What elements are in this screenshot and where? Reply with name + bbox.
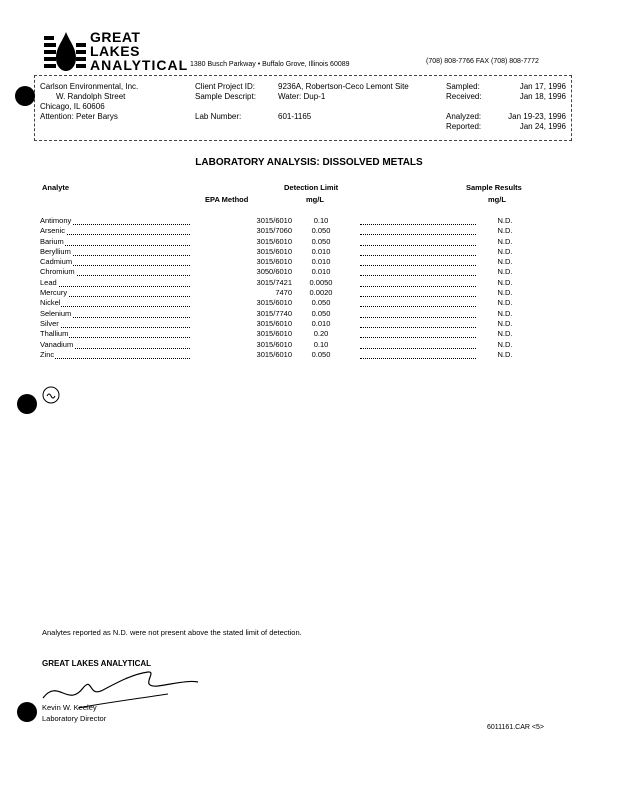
results-table [40,216,580,360]
detection-limit: 0.0020 [309,288,333,298]
lab-address: 1380 Busch Parkway • Buffalo Grove, Illinois 60089 [190,61,350,68]
table-row [40,329,580,339]
table-row [40,319,580,329]
epa-method-header: EPA Method [205,195,249,204]
detection-limit: 0.10 [313,216,329,225]
analyte-name: Cadmium [40,257,73,267]
sample-result: N.D. [497,246,513,256]
table-row [40,257,580,267]
table-row [40,288,580,298]
detection-limit: 0.010 [311,318,331,328]
footnote: Analytes reported as N.D. were not present above the stated limit of detection. [42,628,302,637]
analyte-header: Analyte [42,183,70,192]
sample-result: N.D. [497,267,513,277]
table-row [40,237,580,247]
detection-limit: 0.050 [311,236,331,246]
epa-method: 3015/6010 [256,236,292,246]
sample-result: N.D. [497,318,513,328]
table-row [40,278,580,288]
analyte-name: Beryllium [40,246,71,256]
date-values: Jan 17, 1996 Jan 18, 1996 Jan 19-23, 1996 Jan 24, 1996 [508,82,566,131]
epa-method: 3015/7421 [256,277,292,287]
epa-method: 3015/6010 [256,329,292,339]
results-leader [360,228,476,235]
client-address: Carlson Environmental, Inc. W. Randolph Street Chicago, IL 60606 Attention: Peter Barys [40,82,139,121]
epa-method: 3015/7740 [256,308,292,318]
sample-result: N.D. [497,298,513,308]
epa-method: 7470 [275,288,292,298]
detection-limit: 0.010 [311,246,331,256]
table-row [40,309,580,319]
results-leader [360,249,476,256]
detection-limit: 0.0050 [309,277,333,287]
results-leader [360,311,476,318]
epa-method: 3015/6010 [256,349,292,359]
punch-hole [17,394,37,414]
sample-result: N.D. [497,236,513,246]
project-values: 9236A, Robertson-Ceco Lemont Site Water: Dup-1 601-1165 [278,82,409,121]
analyte-name: Vanadium [40,339,74,349]
epa-method: 3015/6010 [256,246,292,256]
results-unit-header: mg/L [488,195,506,204]
detection-limit: 0.20 [313,329,329,339]
analyte-name: Thallium [40,329,69,339]
sample-result: N.D. [497,329,513,339]
detection-limit: 0.010 [311,257,331,267]
results-leader [360,280,476,287]
results-header: Sample Results [466,183,522,192]
lab-phone: (708) 808-7766 FAX (708) 808-7772 [426,58,539,65]
analyte-name: Mercury [40,288,68,298]
sample-result: N.D. [497,339,513,349]
analyte-name: Antimony [40,216,72,225]
table-row [40,247,580,257]
analyte-name: Barium [40,236,64,246]
epa-method: 3015/6010 [256,216,292,225]
lab-name: GREAT LAKES ANALYTICAL [90,29,189,73]
signoff-company: GREAT LAKES ANALYTICAL [42,659,152,668]
results-leader [360,321,476,328]
sample-result: N.D. [497,277,513,287]
table-row [40,267,580,277]
table-row [40,226,580,236]
analyte-leader [40,349,190,359]
epa-method: 3050/6010 [256,267,292,277]
results-leader [360,239,476,246]
date-labels: Sampled: Received: Analyzed: Reported: [446,82,482,131]
results-leader [360,352,476,359]
results-leader [360,300,476,307]
results-leader [360,331,476,338]
signer-title: Laboratory Director [42,714,107,723]
report-title: LABORATORY ANALYSIS: DISSOLVED METALS [195,157,423,168]
project-labels: Client Project ID: Sample Descript: Lab Number: [195,82,256,121]
epa-method: 3015/6010 [256,339,292,349]
analyte-leader [42,300,190,307]
analyte-name: Chromium [40,267,75,277]
analyte-name: Arsenic [40,226,66,236]
limit-unit-header: mg/L [306,195,324,204]
analyte-leader [40,277,190,287]
epa-method: 3015/6010 [256,257,292,267]
sample-result: N.D. [497,257,513,267]
analyte-name: Selenium [40,308,72,318]
results-leader [360,342,476,349]
sample-result: N.D. [497,226,513,236]
detection-limit-header: Detection Limit [284,183,339,192]
detection-limit: 0.050 [311,349,331,359]
punch-hole [17,702,37,722]
analyte-name: Silver [40,318,59,328]
detection-limit: 0.050 [311,308,331,318]
file-reference: 6011161.CAR <5> [487,724,544,731]
table-row [40,340,580,350]
analyte-name: Zinc [40,349,55,359]
epa-method: 3015/6010 [256,298,292,308]
analyte-leader [40,318,190,328]
epa-method: 3015/6010 [256,318,292,328]
table-row [40,350,580,360]
analyte-name: Lead [40,277,57,287]
punch-hole [15,86,35,106]
sample-result: N.D. [497,308,513,318]
detection-limit: 0.010 [311,267,331,277]
initials-mark [40,384,64,406]
detection-limit: 0.10 [313,339,329,349]
sample-result: N.D. [497,216,513,225]
results-leader [360,259,476,266]
lab-logo [44,30,88,75]
detection-limit: 0.050 [311,298,331,308]
signer-name: Kevin W. Keeley [42,703,97,712]
sample-result: N.D. [497,288,513,298]
results-leader [360,290,476,297]
sample-result: N.D. [497,349,513,359]
detection-limit: 0.050 [311,226,331,236]
table-row [40,216,580,226]
epa-method: 3015/7060 [256,226,292,236]
results-leader [360,218,476,225]
results-leader [360,269,476,276]
analyte-name: Nickel [40,298,61,308]
table-row [40,298,580,308]
